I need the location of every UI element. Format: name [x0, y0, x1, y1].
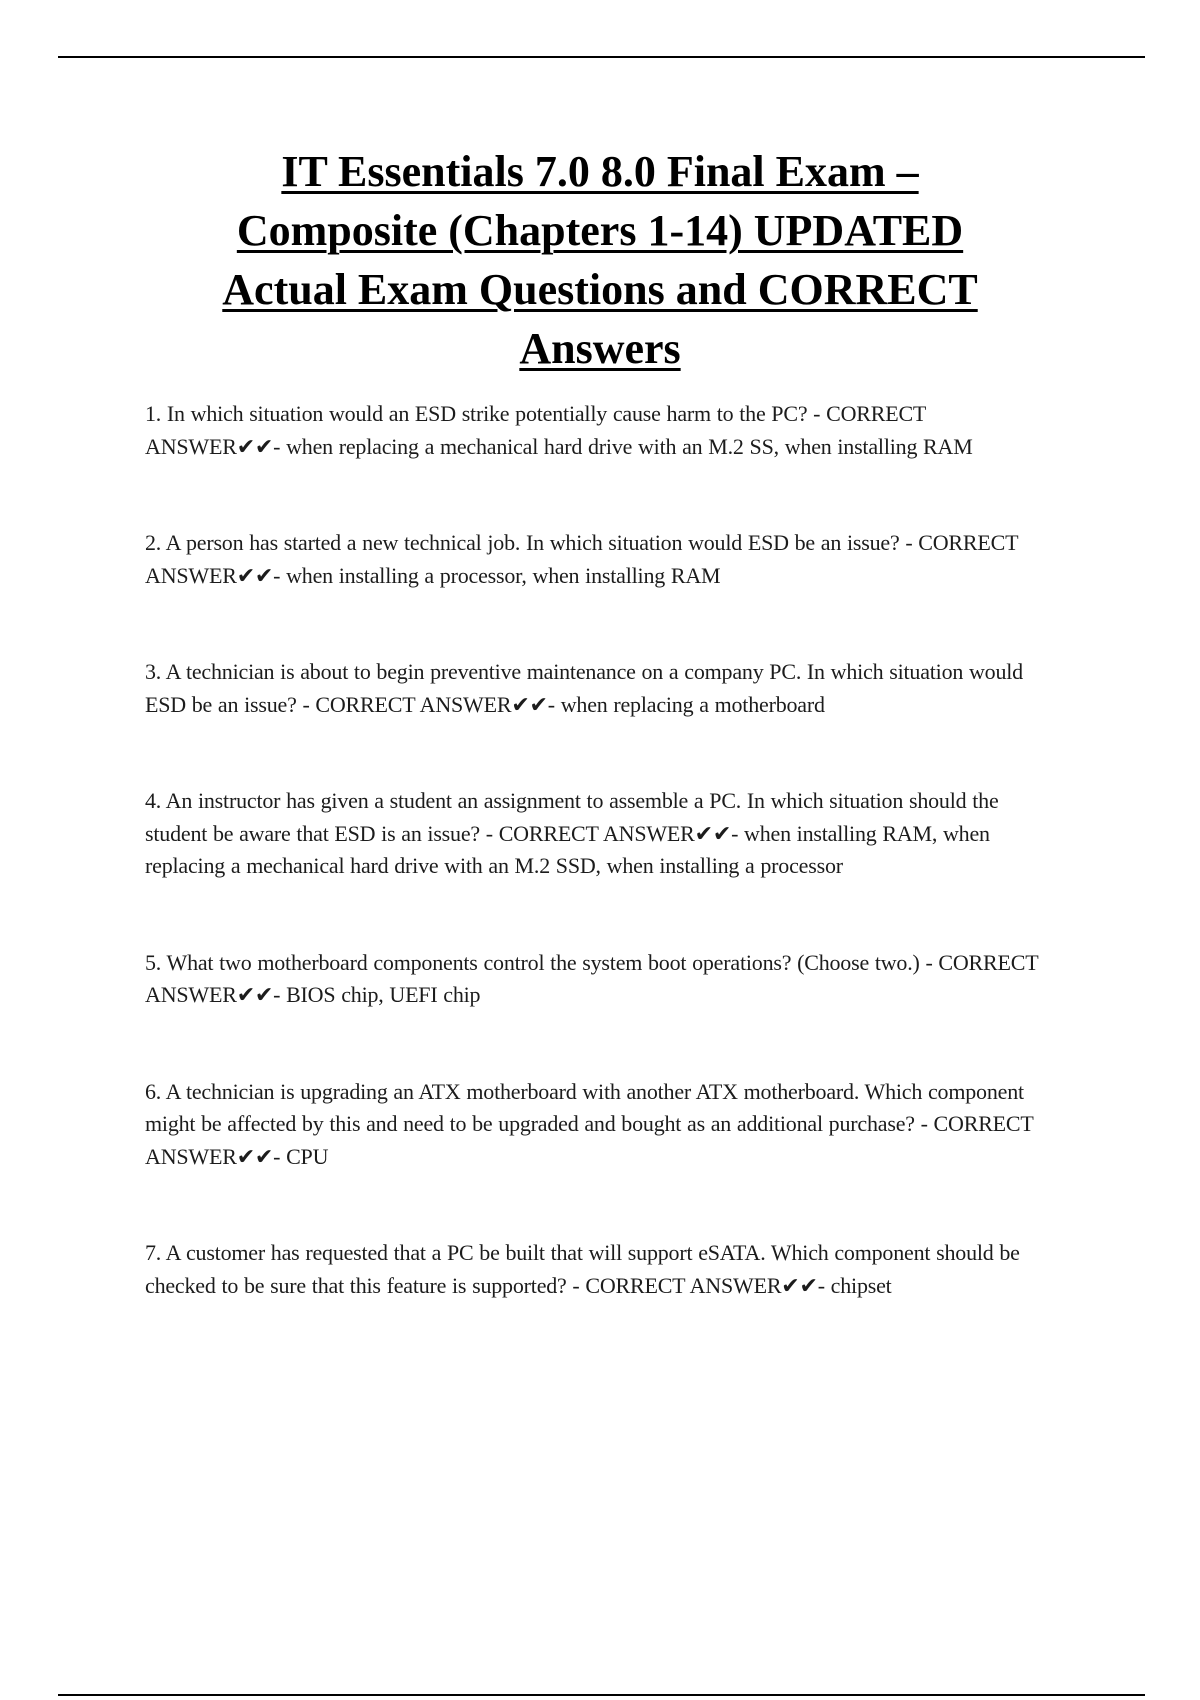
question-item: 6. A technician is upgrading an ATX motherboard with another ATX motherboard. Which component might be affected by this and need to be upgraded and bought as an additional purchase? - CORRECT ANSWER✔✔- CPU: [145, 1078, 1034, 1169]
question-list: [145, 398, 1060, 1302]
question-item: 1. In which situation would an ESD strike potentially cause harm to the PC? - CORRECT ANSWER✔✔- when replacing a mechanical hard drive with an M.2 SS, when installing RAM: [145, 401, 973, 459]
title-line: Actual Exam Questions and CORRECT: [222, 265, 978, 314]
title-line: Composite (Chapters 1-14) UPDATED: [236, 206, 964, 255]
title-line: IT Essentials 7.0 8.0 Final Exam –: [281, 147, 919, 196]
question-item: 7. A customer has requested that a PC be built that will support eSATA. Which component should be checked to be sure that this feature is supported? - CORRECT ANSWER✔✔- chipset: [145, 1240, 1020, 1298]
title-line: Answers: [519, 324, 681, 373]
top-rule: [58, 56, 1145, 58]
question-item: 5. What two motherboard components control the system boot operations? (Choose two.) - CORRECT ANSWER✔✔- BIOS chip, UEFI chip: [145, 949, 1039, 1007]
bottom-rule: [58, 1694, 1145, 1696]
question-item: 2. A person has started a new technical job. In which situation would ESD be an issue? - CORRECT ANSWER✔✔- when installing a processor, when installing RAM: [145, 530, 1018, 588]
question-item: 3. A technician is about to begin preventive maintenance on a company PC. In which situation would ESD be an issue? - CORRECT ANSWER✔✔- when replacing a motherboard: [145, 659, 1023, 717]
document-title: [150, 142, 1050, 378]
question-item: 4. An instructor has given a student an assignment to assemble a PC. In which situation should the student be aware that ESD is an issue? - CORRECT ANSWER✔✔- when installing RAM, when replacing a mechanical hard drive with an M.2 SSD, when installing a processor: [145, 788, 999, 878]
